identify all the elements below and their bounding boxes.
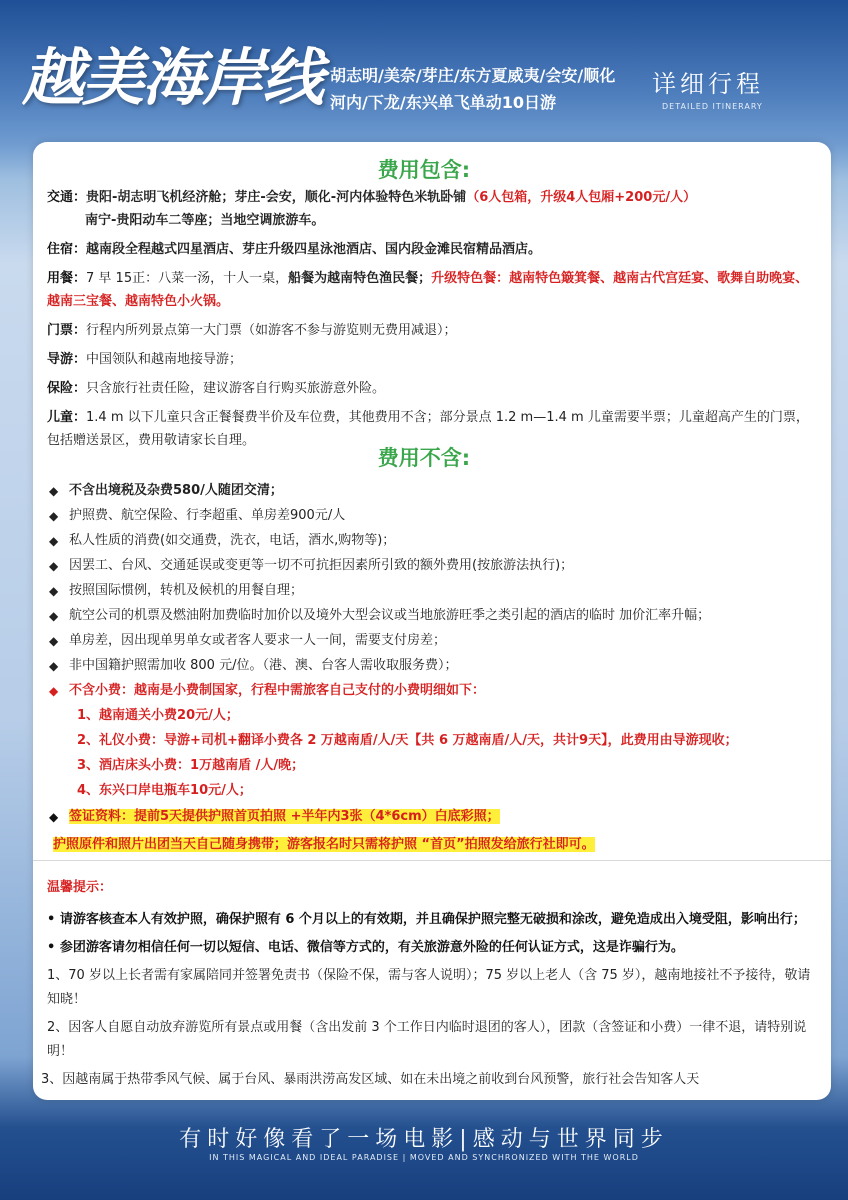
guide-text: 中国领队和越南地接导游； (86, 352, 243, 367)
visa-text-2: 护照原件和照片出团当天自己随身携带；游客报名时只需将护照 “首页”拍照发给旅行社即可。 (53, 837, 595, 852)
diamond-bullet-icon: ◆ (49, 509, 59, 523)
excluded-title: 费用不含: (377, 446, 471, 470)
notes-section (41, 876, 817, 1096)
included-section (47, 186, 817, 458)
diamond-bullet-icon: ◆ (49, 559, 59, 573)
excluded-item (47, 605, 817, 627)
tip-header (47, 680, 817, 702)
brand-logo-text: 越美海岸线 (22, 41, 323, 114)
diamond-bullet-icon: ◆ (49, 684, 59, 698)
excluded-item-text: 不含出境税及杂费580/人随团交清； (69, 483, 283, 498)
tip-item: 3、酒店床头小费：1万越南盾 /人/晚； (77, 758, 305, 773)
excluded-item (47, 530, 817, 552)
traffic-line-2: 南宁-贵阳动车二等座；当地空调旅游车。 (85, 213, 325, 228)
hotel-row (47, 238, 817, 261)
itinerary-card (33, 142, 831, 1100)
note-paragraph-1: 1、70 岁以上长者需有家属陪同并签署免责书（保险不保，需与客人说明）；75 岁以上老人（含 75 岁），越南地接社不予接待，敬请知晓！ (47, 968, 811, 1007)
excluded-item-text: 航空公司的机票及燃油附加费临时加价以及境外大型会议或当地旅游旺季之类引起的酒店的临时 加价汇率升幅； (69, 608, 711, 623)
insurance-label: 保险： (47, 381, 87, 396)
diamond-bullet-icon: ◆ (49, 609, 59, 623)
guide-row (47, 348, 817, 371)
meal-label: 用餐： (47, 271, 87, 286)
excluded-item-text: 因罢工、台风、交通延误或变更等一切不可抗拒因素所引致的额外费用(按旅游法执行)； (69, 558, 574, 573)
route-line-1: 胡志明/美奈/芽庄/东方夏威夷/会安/顺化 (330, 66, 616, 85)
note-bullet-2: • 参团游客请勿相信任何一切以短信、电话、微信等方式的，有关旅游意外险的任何认证方式，这是诈骗行为。 (47, 940, 684, 955)
excluded-item-text: 非中国籍护照需加收 800 元/位。（港、澳、台客人需收取服务费）； (69, 658, 458, 673)
excluded-item-text: 护照费、航空保险、行李超重、单房差900元/人 (69, 508, 346, 523)
excluded-item-text: 私人性质的消费(如交通费，洗衣，电话，酒水,购物等)； (69, 533, 396, 548)
diamond-bullet-icon: ◆ (49, 484, 59, 498)
diamond-bullet-icon: ◆ (49, 634, 59, 648)
ticket-label: 门票： (47, 323, 87, 338)
hotel-label: 住宿： (47, 242, 87, 257)
detail-title: 详细行程 (652, 70, 764, 98)
guide-label: 导游： (47, 352, 87, 367)
route-line-2: 河内/下龙/东兴单飞单动10日游 (330, 93, 556, 112)
diamond-bullet-icon: ◆ (49, 584, 59, 598)
footer-slogan: 有时好像看了一场电影|感动与世界同步 (179, 1127, 669, 1152)
diamond-bullet-icon: ◆ (49, 810, 59, 824)
footer-slogan-en: IN THIS MAGICAL AND IDEAL PARADISE | MOVED AND SYNCHRONIZED WITH THE WORLD (209, 1153, 639, 1162)
traffic-row (47, 186, 817, 232)
insurance-text: 只含旅行社责任险，建议游客自行购买旅游意外险。 (86, 381, 386, 396)
excluded-item (47, 580, 817, 602)
traffic-text: 贵阳-胡志明飞机经济舱；芽庄-会安，顺化-河内体验特色米轨卧铺 (86, 190, 467, 205)
note-paragraph-2: 2、因客人自愿自动放弃游览所有景点或用餐（含出发前 3 个工作日内临时退团的客人），团款（含签证和小费）一律不退，请特别说明！ (47, 1020, 807, 1059)
header (0, 0, 848, 140)
child-label: 儿童： (47, 410, 87, 425)
excluded-item (47, 555, 817, 577)
excluded-item-text: 单房差，因出现单男单女或者客人要求一人一间，需要支付房差； (69, 633, 447, 648)
meal-upgrade: 升级特色餐：越南特色簸箕餐、越南古代宫廷宴、歌舞自助晚宴、越南三宝餐、越南特色小火锅。 (47, 271, 809, 309)
meal-row (47, 267, 817, 313)
ticket-row (47, 319, 817, 342)
excluded-item (47, 505, 817, 527)
excluded-item-text: 按照国际惯例，转机及候机的用餐自理； (69, 583, 304, 598)
visa-item-2 (47, 834, 817, 856)
tip-item: 1、越南通关小费20元/人； (77, 708, 239, 723)
note-bullet-1: • 请游客核查本人有效护照，确保护照有 6 个月以上的有效期，并且确保护照完整无破损和涂改，避免造成出入境受阻，影响出行； (47, 912, 806, 927)
excluded-section (47, 480, 817, 856)
notes-title: 温馨提示： (47, 880, 113, 895)
tip-item: 2、礼仪小费：导游+司机+翻译小费各 2 万越南盾/人/天【共 6 万越南盾/人/天，共计9天】，此费用由导游现收； (77, 733, 738, 748)
ticket-text: 行程内所列景点第一大门票（如游客不参与游览则无费用减退）； (86, 323, 457, 338)
hotel-text: 越南段全程越式四星酒店、芽庄升级四星泳池酒店、国内段金滩民宿精品酒店。 (86, 242, 542, 257)
meal-text: 7 早 15正：八菜一汤，十人一桌， (86, 271, 289, 286)
divider (33, 860, 831, 861)
visa-text-1: 签证资料：提前5天提供护照首页拍照 +半年内3张（4*6cm）白底彩照； (69, 809, 500, 824)
route-text (330, 62, 660, 116)
diamond-bullet-icon: ◆ (49, 659, 59, 673)
traffic-upgrade: （6人包箱，升级4人包厢+200元/人） (466, 190, 697, 205)
visa-item (47, 806, 817, 828)
meal-boat: 船餐为越南特色渔民餐； (288, 271, 432, 286)
included-title: 费用包含: (377, 158, 471, 182)
note-paragraph-3: 3、因越南属于热带季风气候、属于台风、暴雨洪涝高发区域、如在未出境之前收到台风预警，旅行社会告知客人天 (41, 1072, 700, 1087)
excluded-item (47, 480, 817, 502)
excluded-item (47, 630, 817, 652)
insurance-row (47, 377, 817, 400)
tip-header-text: 不含小费：越南是小费制国家，行程中需旅客自己支付的小费明细如下： (69, 683, 486, 698)
excluded-item (47, 655, 817, 677)
diamond-bullet-icon: ◆ (49, 534, 59, 548)
tip-item: 4、东兴口岸电瓶车10元/人； (77, 783, 252, 798)
traffic-label: 交通： (47, 190, 87, 205)
detail-subtitle: DETAILED ITINERARY (662, 102, 763, 111)
child-text: 1.4 m 以下儿童只含正餐餐费半价及车位费，其他费用不含；部分景点 1.2 m—1.4 m 儿童需要半票；儿童超高产生的门票，包括赠送景区，费用敬请家长自理。 (47, 410, 809, 448)
